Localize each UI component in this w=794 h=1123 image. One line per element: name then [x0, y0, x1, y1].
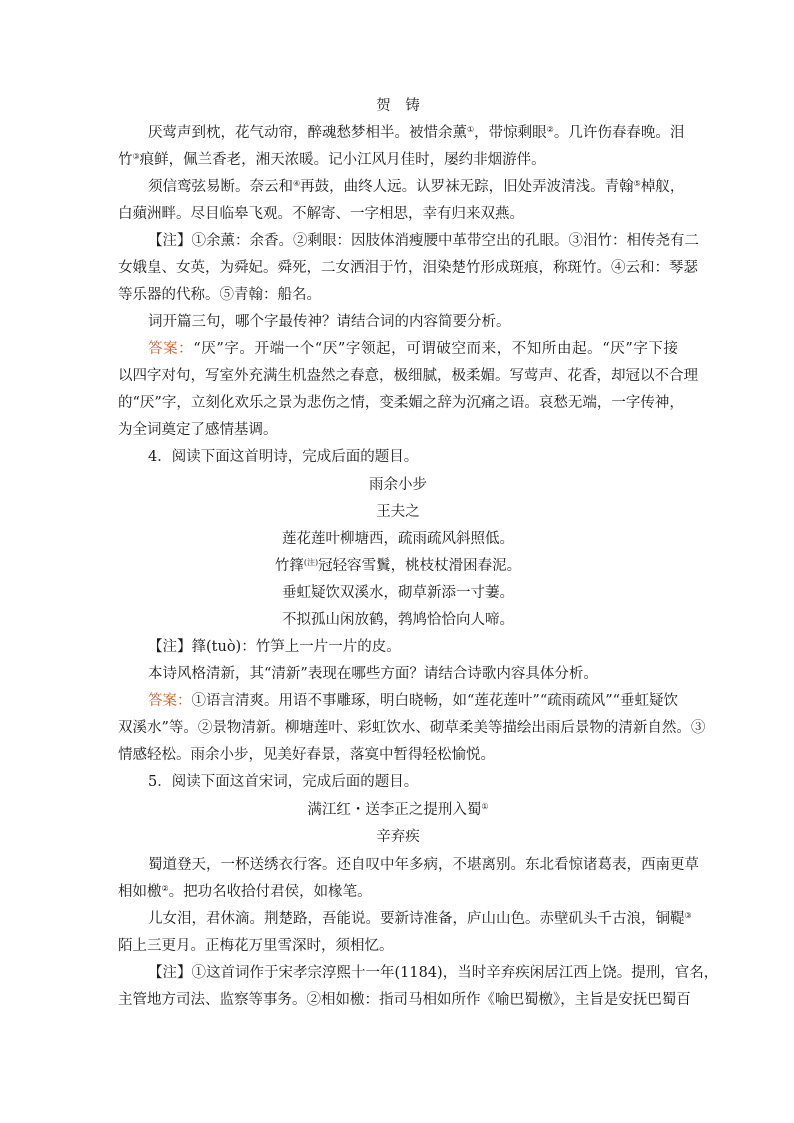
poem-verse: 垂虹疑饮双溪水，砌草新添一寸萋。: [282, 585, 514, 601]
poem-line: 厌莺声到枕，花气动帘，醉魂愁梦相半。被惜余薰①，带惊剩眼②。几许伤春春晚。泪: [148, 125, 685, 141]
poem-verse: 不拟孤山闲放鹤，鹁鸠恰恰向人啼。: [282, 612, 514, 628]
poem-verse: 竹箨$^{(注)}$冠轻容雪鬒，桃枝杖滑困春泥。: [274, 558, 522, 574]
poem-line: 儿女泪，君休滴。荆楚路，吾能说。要新诗准备，庐山山色。赤壁矶头千古浪，铜鞮③: [148, 911, 692, 927]
annotation: 等乐器的代称。⑤青翰：船名。: [118, 287, 321, 303]
question-heading: 5．阅读下面这首宋词，完成后面的题目。: [148, 774, 419, 790]
annotation: 【注】①这首词作于宋孝宗淳熙十一年(1184)，当时辛弃疾闲居江西上饶。提刑，官名，: [148, 965, 719, 981]
annotation: 主管地方司法、监察等事务。②相如檄：指司马相如所作《喻巴蜀檄》，主旨是安抚巴蜀百: [118, 992, 691, 1008]
poem-author: 辛弃疾: [376, 829, 420, 845]
answer-text: 为全词奠定了感情基调。: [118, 422, 278, 438]
annotation: 【注】箨(tuò)：竹笋上一片一片的皮。: [148, 639, 401, 655]
answer-text: 的“厌”字，立刻化欢乐之景为悲伤之情，变柔媚之辞为沉痛之语。哀愁无端，一字传神，: [118, 395, 684, 411]
answer-text: 双溪水”等。②景物清新。柳塘莲叶、彩虹饮水、砌草柔美等描绘出雨后景物的清新自然。③: [118, 720, 706, 736]
question-heading: 4．阅读下面这首明诗，完成后面的题目。: [148, 449, 419, 465]
annotation: 女娥皇、女英，为舜妃。舜死，二女洒泪于竹，泪染楚竹形成斑痕，称斑竹。④云和：琴瑟: [118, 260, 698, 276]
answer-text: 情感轻松。雨余小步，见美好春景，落寞中暂得轻松愉悦。: [118, 747, 495, 763]
question-text: 本诗风格清新，其“清新”表现在哪些方面？请结合诗歌内容具体分析。: [148, 666, 598, 682]
question-text: 词开篇三句，哪个字最传神？请结合词的内容简要分析。: [148, 314, 511, 330]
poem-line: 陌上三更月。正梅花万里雪深时，须相忆。: [118, 938, 394, 954]
answer-label: 答案：: [148, 341, 194, 357]
poem-line: 相如檄②。把功名收拾付君侯，如椽笔。: [118, 884, 372, 900]
answer-text: 答案：“厌”字。开端一个“厌”字领起，可谓破空而来，不知所由起。“厌”字下接: [148, 341, 678, 357]
poem-title: 满江红・送李正之提刑入蜀①: [307, 802, 489, 818]
poem-title: 雨余小步: [369, 477, 427, 493]
poem-author: 王夫之: [376, 504, 420, 520]
poem-author: 贺 铸: [376, 98, 420, 114]
annotation: 【注】①余薰：余香。②剩眼：因肢体消瘦腰中革带空出的孔眼。③泪竹：相传尧有二: [148, 233, 699, 249]
poem-line: 蜀道登天，一杯送绣衣行客。还自叹中年多病，不堪离别。东北看惊诸葛表，西南更草: [148, 857, 699, 873]
poem-line: 白蘋洲畔。尽目临皋飞观。不解寄、一字相思，幸有归来双燕。: [118, 206, 524, 222]
answer-text: 以四字对句，写室外充满生机盎然之春意，极细腻，极柔媚。写莺声、花香，却冠以不合理: [118, 368, 698, 384]
poem-line: 竹③痕鲜，佩兰香老，湘天浓暖。记小江风月佳时，屡约非烟游伴。: [118, 152, 546, 168]
answer-text: 答案：①语言清爽。用语不事雕琢，明白晓畅，如“莲花莲叶”“疏雨疏风”“垂虹疑饮: [148, 693, 679, 709]
answer-label: 答案：: [148, 693, 192, 709]
poem-line: 须信鸾弦易断。奈云和④再鼓，曲终人远。认罗袜无踪，旧处弄波清浅。青翰⑤棹舣，: [148, 179, 685, 195]
poem-verse: 莲花莲叶柳塘西，疏雨疏风斜照低。: [282, 531, 514, 547]
